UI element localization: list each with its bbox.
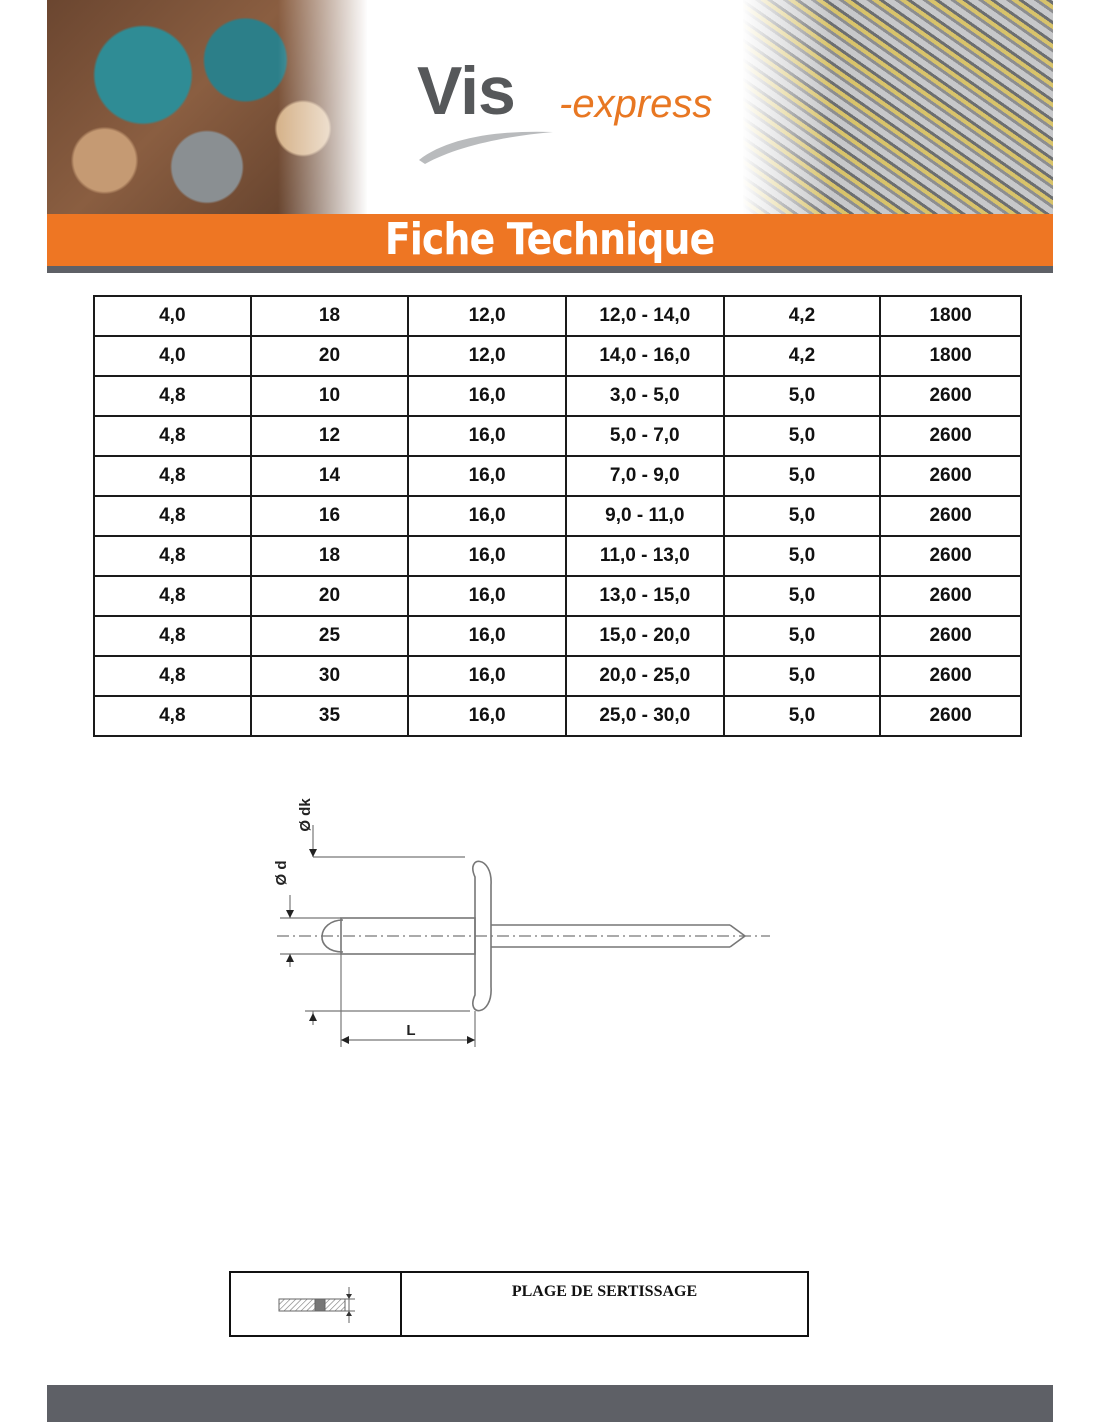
table-cell: 30 xyxy=(251,656,409,696)
logo-suffix-text: -express xyxy=(559,82,713,126)
table-cell: 12,0 xyxy=(408,296,566,336)
table-row xyxy=(94,576,1021,616)
table-cell: 11,0 - 13,0 xyxy=(566,536,724,576)
table-cell: 5,0 xyxy=(724,496,881,536)
table-cell: 1800 xyxy=(880,296,1021,336)
page-header xyxy=(47,0,1053,214)
table-cell: 16,0 xyxy=(408,496,566,536)
footer-bar xyxy=(47,1385,1053,1422)
table-cell: 2600 xyxy=(880,616,1021,656)
spec-table-body xyxy=(94,296,1021,736)
table-cell: 2600 xyxy=(880,536,1021,576)
table-cell: 4,8 xyxy=(94,376,251,416)
table-cell: 16,0 xyxy=(408,536,566,576)
d-arrow-top xyxy=(286,910,294,918)
legend-icon-cell xyxy=(231,1273,402,1335)
table-cell: 7,0 - 9,0 xyxy=(566,456,724,496)
table-cell: 15,0 - 20,0 xyxy=(566,616,724,656)
table-row xyxy=(94,416,1021,456)
table-cell: 10 xyxy=(251,376,409,416)
table-cell: 2600 xyxy=(880,576,1021,616)
logo-main-text: Vis xyxy=(417,53,515,129)
table-cell: 20,0 - 25,0 xyxy=(566,656,724,696)
grip-range-icon xyxy=(231,1273,402,1335)
table-cell: 4,0 xyxy=(94,336,251,376)
table-cell: 16,0 xyxy=(408,696,566,736)
title-banner xyxy=(47,214,1053,273)
table-cell: 5,0 xyxy=(724,456,881,496)
table-cell: 4,8 xyxy=(94,616,251,656)
table-cell: 4,2 xyxy=(724,336,881,376)
d-arrow-bottom xyxy=(286,954,294,962)
table-cell: 4,8 xyxy=(94,656,251,696)
table-row xyxy=(94,456,1021,496)
dk-arrow-bottom xyxy=(309,1013,317,1021)
table-cell: 14,0 - 16,0 xyxy=(566,336,724,376)
table-cell: 12,0 - 14,0 xyxy=(566,296,724,336)
table-row xyxy=(94,376,1021,416)
table-cell: 5,0 xyxy=(724,416,881,456)
table-cell: 13,0 - 15,0 xyxy=(566,576,724,616)
table-cell: 1800 xyxy=(880,336,1021,376)
table-cell: 25,0 - 30,0 xyxy=(566,696,724,736)
table-cell: 4,8 xyxy=(94,416,251,456)
table-cell: 20 xyxy=(251,576,409,616)
table-cell: 5,0 xyxy=(724,576,881,616)
table-cell: 25 xyxy=(251,616,409,656)
table-cell: 14 xyxy=(251,456,409,496)
table-cell: 18 xyxy=(251,296,409,336)
table-cell: 4,8 xyxy=(94,696,251,736)
legend-box xyxy=(229,1271,809,1337)
table-cell: 4,8 xyxy=(94,536,251,576)
table-cell: 16,0 xyxy=(408,616,566,656)
table-cell: 16,0 xyxy=(408,576,566,616)
L-arrow-right xyxy=(467,1036,475,1044)
table-cell: 9,0 - 11,0 xyxy=(566,496,724,536)
table-cell: 2600 xyxy=(880,416,1021,456)
table-row xyxy=(94,336,1021,376)
table-cell: 16,0 xyxy=(408,456,566,496)
table-cell: 5,0 xyxy=(724,696,881,736)
table-cell: 4,8 xyxy=(94,496,251,536)
label-d: Ø d xyxy=(273,860,290,886)
table-cell: 2600 xyxy=(880,656,1021,696)
table-cell: 20 xyxy=(251,336,409,376)
table-cell: 5,0 xyxy=(724,616,881,656)
table-row xyxy=(94,696,1021,736)
table-cell: 3,0 - 5,0 xyxy=(566,376,724,416)
table-cell: 16 xyxy=(251,496,409,536)
vis-express-logo xyxy=(417,52,717,172)
table-cell: 16,0 xyxy=(408,376,566,416)
header-photo-tools xyxy=(47,0,367,214)
table-row xyxy=(94,296,1021,336)
table-row xyxy=(94,616,1021,656)
table-cell: 16,0 xyxy=(408,416,566,456)
dk-arrow-top xyxy=(309,849,317,857)
table-cell: 16,0 xyxy=(408,656,566,696)
table-cell: 2600 xyxy=(880,496,1021,536)
logo-swoosh-icon xyxy=(417,126,557,166)
spec-table xyxy=(93,295,1022,737)
L-arrow-left xyxy=(341,1036,349,1044)
table-cell: 4,8 xyxy=(94,576,251,616)
rivet-diagram xyxy=(265,785,785,1065)
banner-title: Fiche Technique xyxy=(385,214,715,265)
header-photo-screws xyxy=(743,0,1053,214)
table-cell: 18 xyxy=(251,536,409,576)
table-cell: 12,0 xyxy=(408,336,566,376)
table-cell: 5,0 - 7,0 xyxy=(566,416,724,456)
legend-label: PLAGE DE SERTISSAGE xyxy=(511,1283,698,1300)
table-cell: 5,0 xyxy=(724,536,881,576)
table-cell: 2600 xyxy=(880,696,1021,736)
table-cell: 4,2 xyxy=(724,296,881,336)
table-cell: 4,8 xyxy=(94,456,251,496)
table-cell: 2600 xyxy=(880,456,1021,496)
table-cell: 5,0 xyxy=(724,656,881,696)
table-row xyxy=(94,536,1021,576)
table-cell: 4,0 xyxy=(94,296,251,336)
table-cell: 35 xyxy=(251,696,409,736)
label-dk: Ø dk xyxy=(297,798,314,832)
table-cell: 12 xyxy=(251,416,409,456)
table-cell: 5,0 xyxy=(724,376,881,416)
label-L: L xyxy=(406,1022,416,1039)
table-row xyxy=(94,656,1021,696)
table-cell: 2600 xyxy=(880,376,1021,416)
table-row xyxy=(94,496,1021,536)
